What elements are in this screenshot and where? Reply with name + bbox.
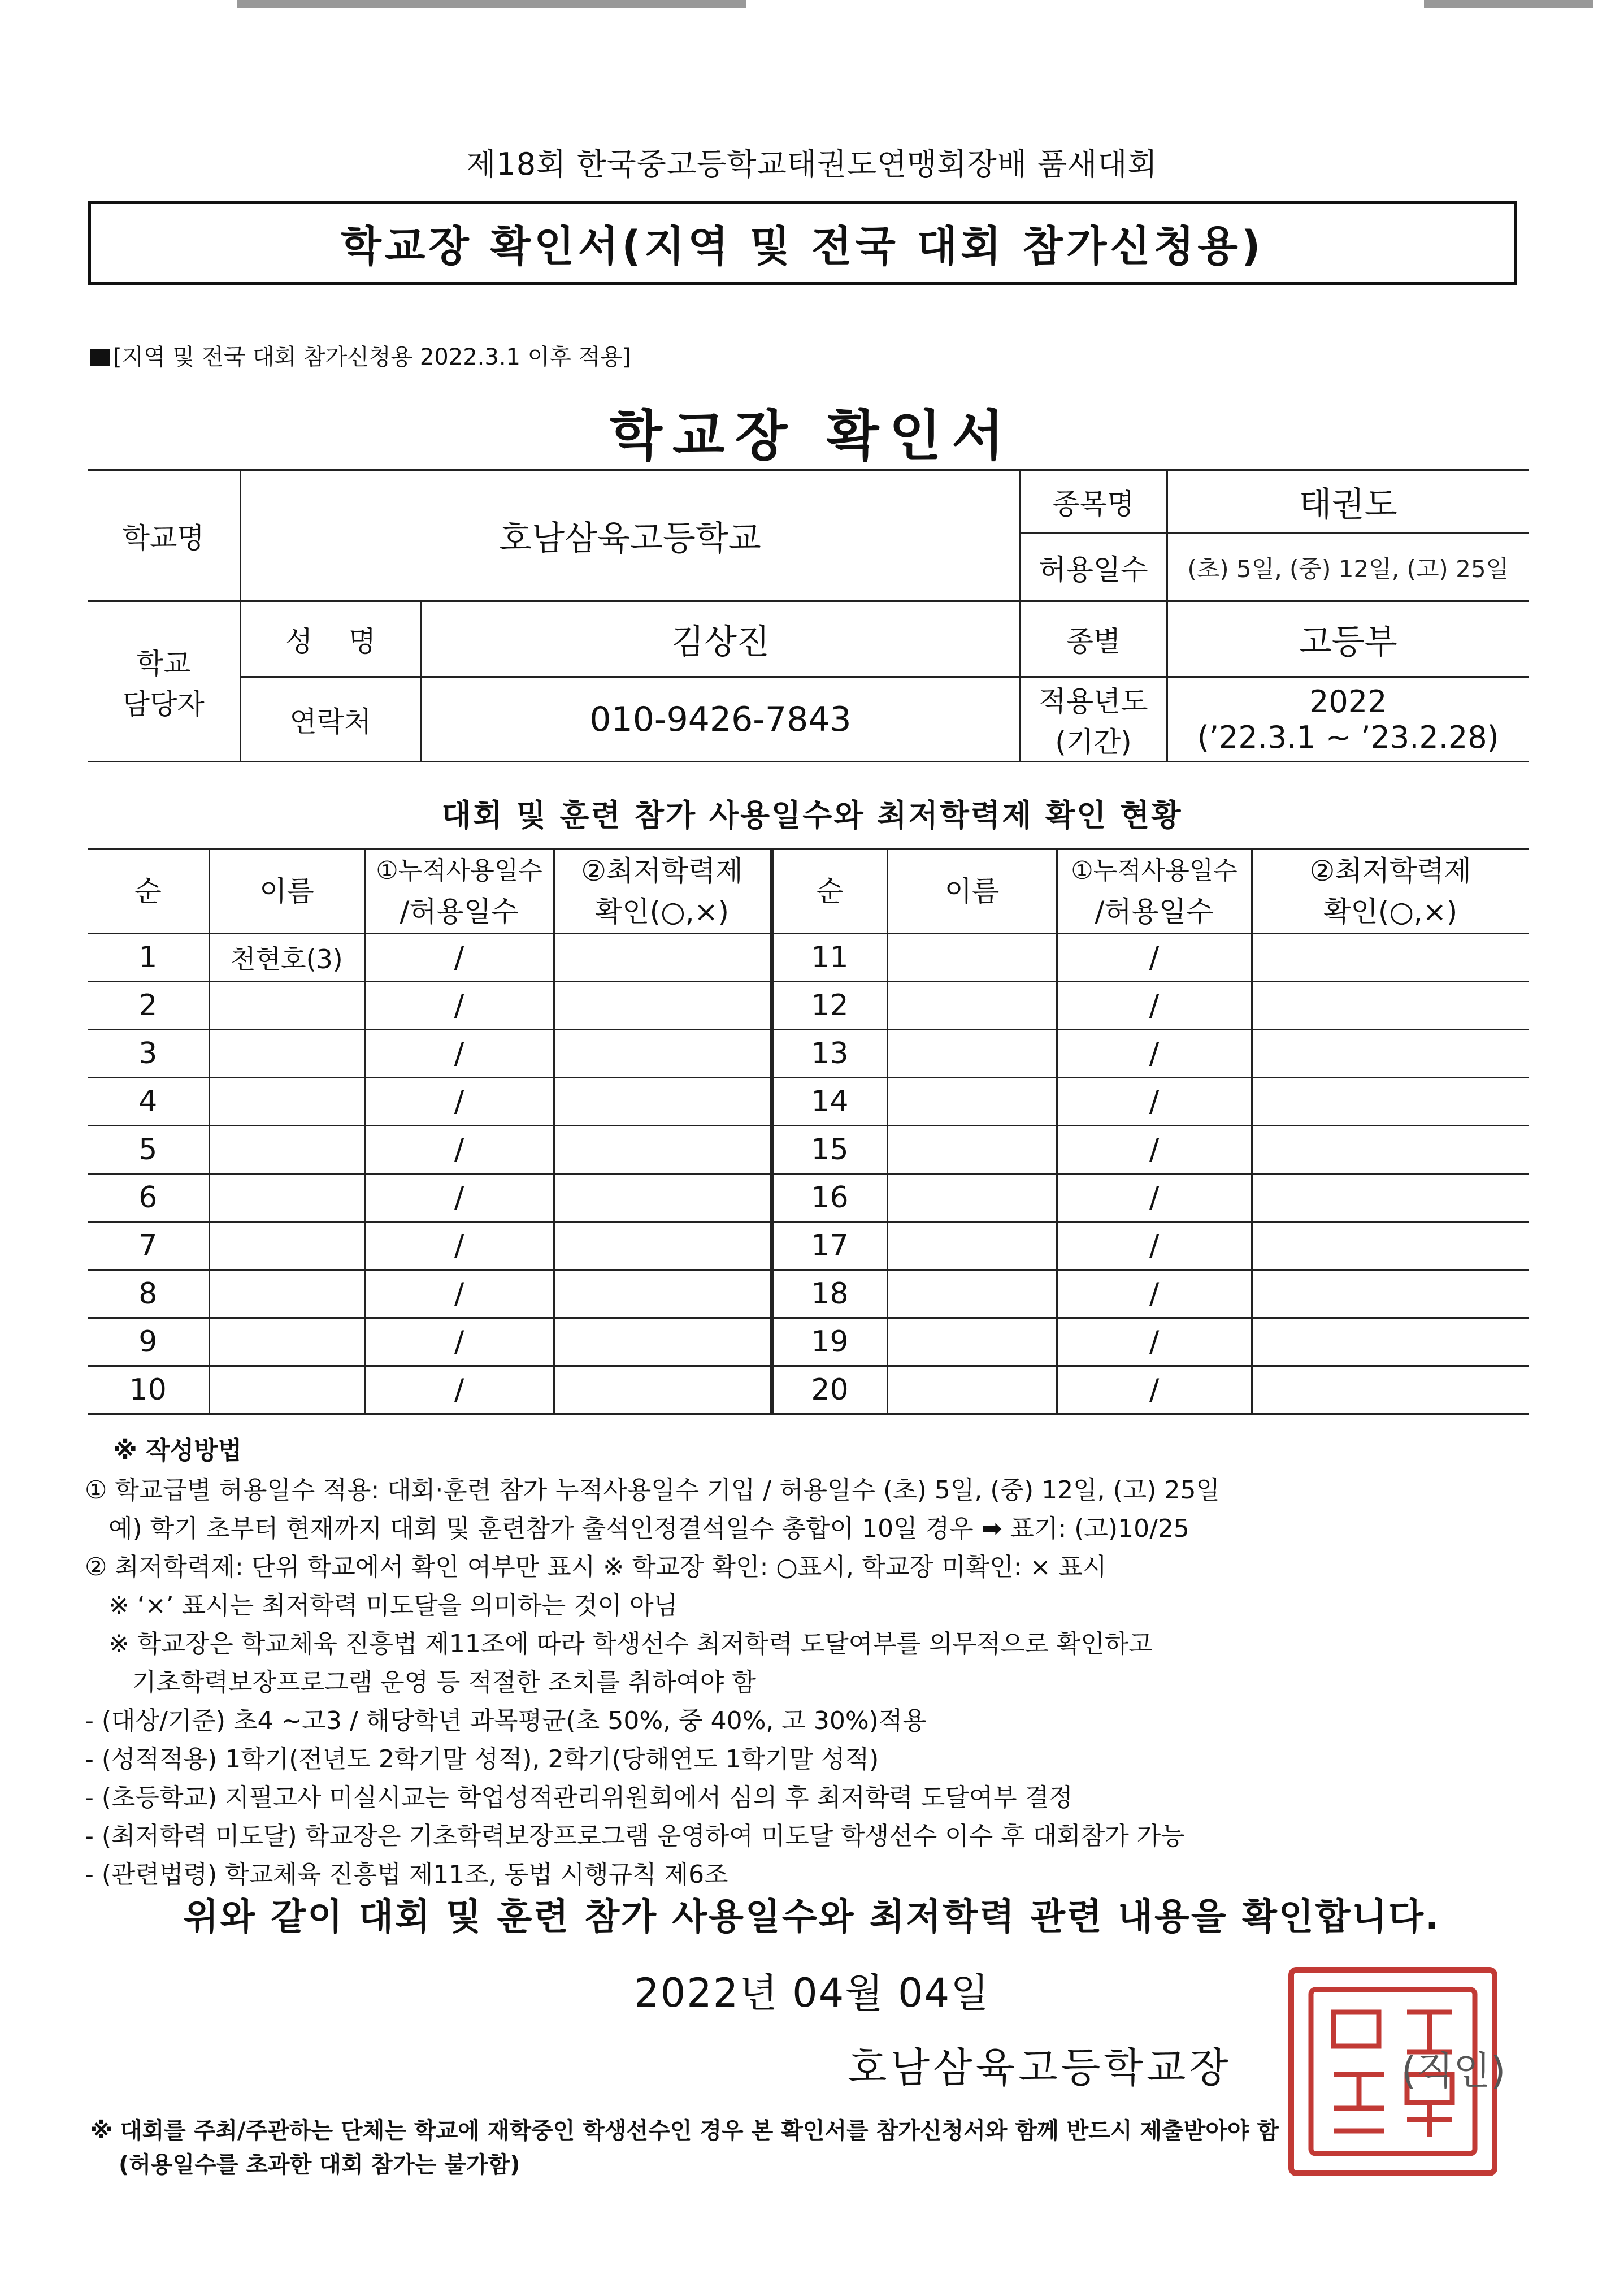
row-number-cell[interactable]: 20 [771, 1366, 887, 1414]
period-value [1167, 677, 1529, 762]
student-name-cell[interactable] [209, 1318, 364, 1366]
instruction-line: - (최저학력 미도달) 학교장은 기초학력보장프로그램 운영하여 미도달 학생선수 이수 후 대회참가 가능 [85, 1822, 1185, 1851]
event-value: 태권도 [1167, 470, 1529, 534]
header-no-right: 순 [771, 849, 887, 934]
min-academic-check-cell[interactable] [554, 982, 771, 1030]
event-label: 종목명 [1020, 470, 1167, 534]
table-row [88, 1126, 1529, 1174]
row-number-cell[interactable]: 5 [88, 1126, 209, 1174]
form-note [90, 339, 631, 371]
days-used-cell[interactable]: / [1057, 1126, 1252, 1174]
row-number-cell[interactable]: 7 [88, 1222, 209, 1270]
min-academic-check-cell[interactable] [1252, 1366, 1529, 1414]
min-academic-check-cell[interactable] [554, 1174, 771, 1222]
instructions-title: ※ 작성방법 [113, 1436, 242, 1465]
instruction-line: 기초학력보장프로그램 운영 등 적절한 조치를 취하여야 함 [85, 1668, 756, 1697]
header-name-right: 이름 [887, 849, 1057, 934]
days-used-cell[interactable]: / [1057, 1030, 1252, 1078]
min-academic-check-cell[interactable] [1252, 982, 1529, 1030]
min-academic-check-cell[interactable] [554, 1030, 771, 1078]
table-row [88, 934, 1529, 982]
header-days-line2: /허용일수 [400, 895, 519, 928]
days-used-cell[interactable]: / [364, 1030, 554, 1078]
student-name-cell[interactable] [209, 982, 364, 1030]
days-used-cell[interactable]: / [364, 1270, 554, 1318]
scan-mark-left [237, 0, 746, 8]
student-name-cell[interactable] [209, 1222, 364, 1270]
table-row [88, 1030, 1529, 1078]
row-number-cell[interactable]: 19 [771, 1318, 887, 1366]
table-row [88, 1318, 1529, 1366]
footer-note [90, 2114, 1279, 2182]
row-number-cell[interactable]: 1 [88, 934, 209, 982]
header-check-line1: ②최저학력제 [581, 854, 743, 887]
min-academic-check-cell[interactable] [1252, 934, 1529, 982]
min-academic-check-cell[interactable] [1252, 1030, 1529, 1078]
min-academic-check-cell[interactable] [1252, 1174, 1529, 1222]
table-row [88, 1174, 1529, 1222]
row-number-cell[interactable]: 10 [88, 1366, 209, 1414]
instruction-line: ※ 학교장은 학교체육 진흥법 제11조에 따라 학생선수 최저학력 도달여부를 의무적으로 확인하고 [85, 1630, 1153, 1658]
header-name-left: 이름 [209, 849, 364, 934]
document-title: 학교장 확인서 [610, 404, 1014, 467]
contact-value: 010-9426-7843 [421, 677, 1020, 762]
min-academic-check-cell[interactable] [554, 1318, 771, 1366]
days-used-cell[interactable]: / [364, 1078, 554, 1126]
days-used-cell[interactable]: / [364, 1222, 554, 1270]
student-name-cell[interactable] [209, 1126, 364, 1174]
manager-label-line1: 학교 [136, 647, 191, 680]
student-name-cell[interactable] [209, 1078, 364, 1126]
period-range: (’22.3.1 ~ ’23.2.28) [1197, 719, 1499, 755]
days-used-cell[interactable]: / [1057, 1222, 1252, 1270]
table-row [88, 1222, 1529, 1270]
contact-label: 연락처 [240, 677, 421, 762]
instruction-line: 예) 학기 초부터 현재까지 대회 및 훈련참가 출석인정결석일수 총합이 10일 경우 ➡ 표기: (고)10/25 [85, 1514, 1189, 1543]
header-days-line1: ①누적사용일수 [376, 856, 542, 885]
allowed-days-value: (초) 5일, (중) 12일, (고) 25일 [1167, 534, 1529, 601]
status-subheading: 대회 및 훈련 참가 사용일수와 최저학력제 확인 현황 [441, 798, 1183, 833]
header-check-line2: 확인(○,×) [1323, 895, 1458, 928]
row-number-cell[interactable]: 3 [88, 1030, 209, 1078]
instruction-line: - (성적적용) 1학기(전년도 2학기말 성적), 2학기(당해연도 1학기말 성적) [85, 1745, 879, 1774]
days-used-cell[interactable]: / [364, 1126, 554, 1174]
days-used-cell[interactable]: / [364, 934, 554, 982]
min-academic-check-cell[interactable] [554, 1126, 771, 1174]
roster-table [88, 848, 1529, 1415]
days-used-cell[interactable]: / [364, 1318, 554, 1366]
student-name-cell[interactable] [887, 1270, 1057, 1318]
scan-mark-right [1424, 0, 1593, 8]
square-bullet-icon [90, 349, 110, 366]
allowed-days-label: 허용일수 [1020, 534, 1167, 601]
period-label-line1: 적용년도 [1039, 684, 1148, 718]
row-number-cell[interactable]: 4 [88, 1078, 209, 1126]
school-value: 호남삼육고등학교 [240, 470, 1020, 601]
student-name-cell[interactable] [887, 1318, 1057, 1366]
row-number-cell[interactable]: 16 [771, 1174, 887, 1222]
header-days-line2: /허용일수 [1095, 895, 1214, 928]
days-used-cell[interactable]: / [1057, 934, 1252, 982]
period-year: 2022 [1309, 683, 1387, 720]
row-number-cell[interactable]: 12 [771, 982, 887, 1030]
instruction-line: - (초등학교) 지필고사 미실시교는 학업성적관리위원회에서 심의 후 최저학력 도달여부 결정 [85, 1783, 1073, 1812]
row-number-cell[interactable]: 6 [88, 1174, 209, 1222]
division-value: 고등부 [1167, 601, 1529, 677]
min-academic-check-cell[interactable] [554, 934, 771, 982]
student-name-cell[interactable] [209, 1174, 364, 1222]
event-supertitle: 제18회 한국중고등학교태권도연맹회장배 품새대회 [466, 146, 1158, 182]
row-number-cell[interactable]: 17 [771, 1222, 887, 1270]
instruction-line: ① 학교급별 허용일수 적용: 대회·훈련 참가 누적사용일수 기입 / 허용일수 (초) 5일, (중) 12일, (고) 25일 [85, 1476, 1220, 1505]
name-label: 성 명 [240, 601, 421, 677]
days-used-cell[interactable]: / [364, 1366, 554, 1414]
student-name-cell[interactable] [887, 1222, 1057, 1270]
name-value: 김상진 [421, 601, 1020, 677]
principal-name: 호남삼육고등학교장 [848, 2044, 1232, 2091]
division-label: 종별 [1020, 601, 1167, 677]
header-check-right [1252, 849, 1529, 934]
student-name-cell[interactable] [887, 982, 1057, 1030]
table-row [88, 1366, 1529, 1414]
student-name-cell[interactable] [887, 1366, 1057, 1414]
row-number-cell[interactable]: 14 [771, 1078, 887, 1126]
min-academic-check-cell[interactable] [1252, 1318, 1529, 1366]
instruction-line: - (대상/기준) 초4 ~고3 / 해당학년 과목평균(초 50%, 중 40%, 고 30%)적용 [85, 1706, 927, 1735]
min-academic-check-cell[interactable] [1252, 1222, 1529, 1270]
instruction-line: ② 최저학력제: 단위 학교에서 확인 여부만 표시 ※ 학교장 확인: ○표시, 학교장 미확인: × 표시 [85, 1553, 1107, 1582]
min-academic-check-cell[interactable] [554, 1366, 771, 1414]
days-used-cell[interactable]: / [1057, 982, 1252, 1030]
row-number-cell[interactable]: 9 [88, 1318, 209, 1366]
header-no-left: 순 [88, 849, 209, 934]
manager-label [88, 601, 240, 762]
period-label-line2: (기간) [1055, 725, 1132, 759]
roster-body [88, 934, 1529, 1414]
student-name-cell[interactable]: 천현호(3) [209, 934, 364, 982]
footer-line1: ※ 대회를 주최/주관하는 단체는 학교에 재학중인 학생선수인 경우 본 확인서를 참가신청서와 함께 반드시 제출받아야 함 [90, 2118, 1279, 2144]
days-used-cell[interactable]: / [1057, 1174, 1252, 1222]
school-info-table [88, 469, 1529, 762]
min-academic-check-cell[interactable] [1252, 1270, 1529, 1318]
header-days-left [364, 849, 554, 934]
manager-label-line2: 담당자 [122, 687, 205, 721]
form-note-text: [지역 및 전국 대회 참가신청용 2022.3.1 이후 적용] [113, 344, 631, 370]
row-number-cell[interactable]: 8 [88, 1270, 209, 1318]
footer-line2: (허용일수를 초과한 대회 참가는 불가함) [119, 2152, 520, 2178]
student-name-cell[interactable] [209, 1270, 364, 1318]
header-days-right [1057, 849, 1252, 934]
days-used-cell[interactable]: / [1057, 1270, 1252, 1318]
confirmation-statement: 위와 같이 대회 및 훈련 참가 사용일수와 최저학력 관련 내용을 확인합니다. [183, 1896, 1441, 1938]
min-academic-check-cell[interactable] [554, 1222, 771, 1270]
student-name-cell[interactable] [887, 1030, 1057, 1078]
student-name-cell[interactable] [887, 1078, 1057, 1126]
instructions-block [85, 1470, 1220, 1892]
min-academic-check-cell[interactable] [554, 1270, 771, 1318]
header-check-left [554, 849, 771, 934]
row-number-cell[interactable]: 13 [771, 1030, 887, 1078]
days-used-cell[interactable]: / [1057, 1366, 1252, 1414]
days-used-cell[interactable]: / [1057, 1318, 1252, 1366]
min-academic-check-cell[interactable] [554, 1078, 771, 1126]
student-name-cell[interactable] [209, 1030, 364, 1078]
days-used-cell[interactable]: / [364, 982, 554, 1030]
table-row [88, 1078, 1529, 1126]
instruction-line: ※ ‘×’ 표시는 최저학력 미도달을 의미하는 것이 아님 [85, 1591, 678, 1620]
issue-date: 2022년 04월 04일 [634, 1970, 990, 2016]
student-name-cell[interactable] [887, 1174, 1057, 1222]
row-number-cell[interactable]: 18 [771, 1270, 887, 1318]
boxed-title-text: 학교장 확인서(지역 및 전국 대회 참가신청용) [341, 222, 1264, 271]
min-academic-check-cell[interactable] [1252, 1078, 1529, 1126]
days-used-cell[interactable]: / [364, 1174, 554, 1222]
student-name-cell[interactable] [887, 934, 1057, 982]
period-label [1020, 677, 1167, 762]
header-days-line1: ①누적사용일수 [1071, 856, 1237, 885]
row-number-cell[interactable]: 2 [88, 982, 209, 1030]
min-academic-check-cell[interactable] [1252, 1126, 1529, 1174]
header-check-line1: ②최저학력제 [1309, 854, 1471, 887]
instruction-line: - (관련법령) 학교체육 진흥법 제11조, 동법 시행규칙 제6조 [85, 1860, 728, 1889]
seal-label: (직인) [1401, 2049, 1506, 2094]
row-number-cell[interactable]: 15 [771, 1126, 887, 1174]
table-row [88, 982, 1529, 1030]
table-row [88, 1270, 1529, 1318]
days-used-cell[interactable]: / [1057, 1078, 1252, 1126]
row-number-cell[interactable]: 11 [771, 934, 887, 982]
header-check-line2: 확인(○,×) [594, 895, 730, 928]
student-name-cell[interactable] [209, 1366, 364, 1414]
boxed-title [88, 201, 1517, 285]
student-name-cell[interactable] [887, 1126, 1057, 1174]
school-label: 학교명 [88, 470, 240, 601]
